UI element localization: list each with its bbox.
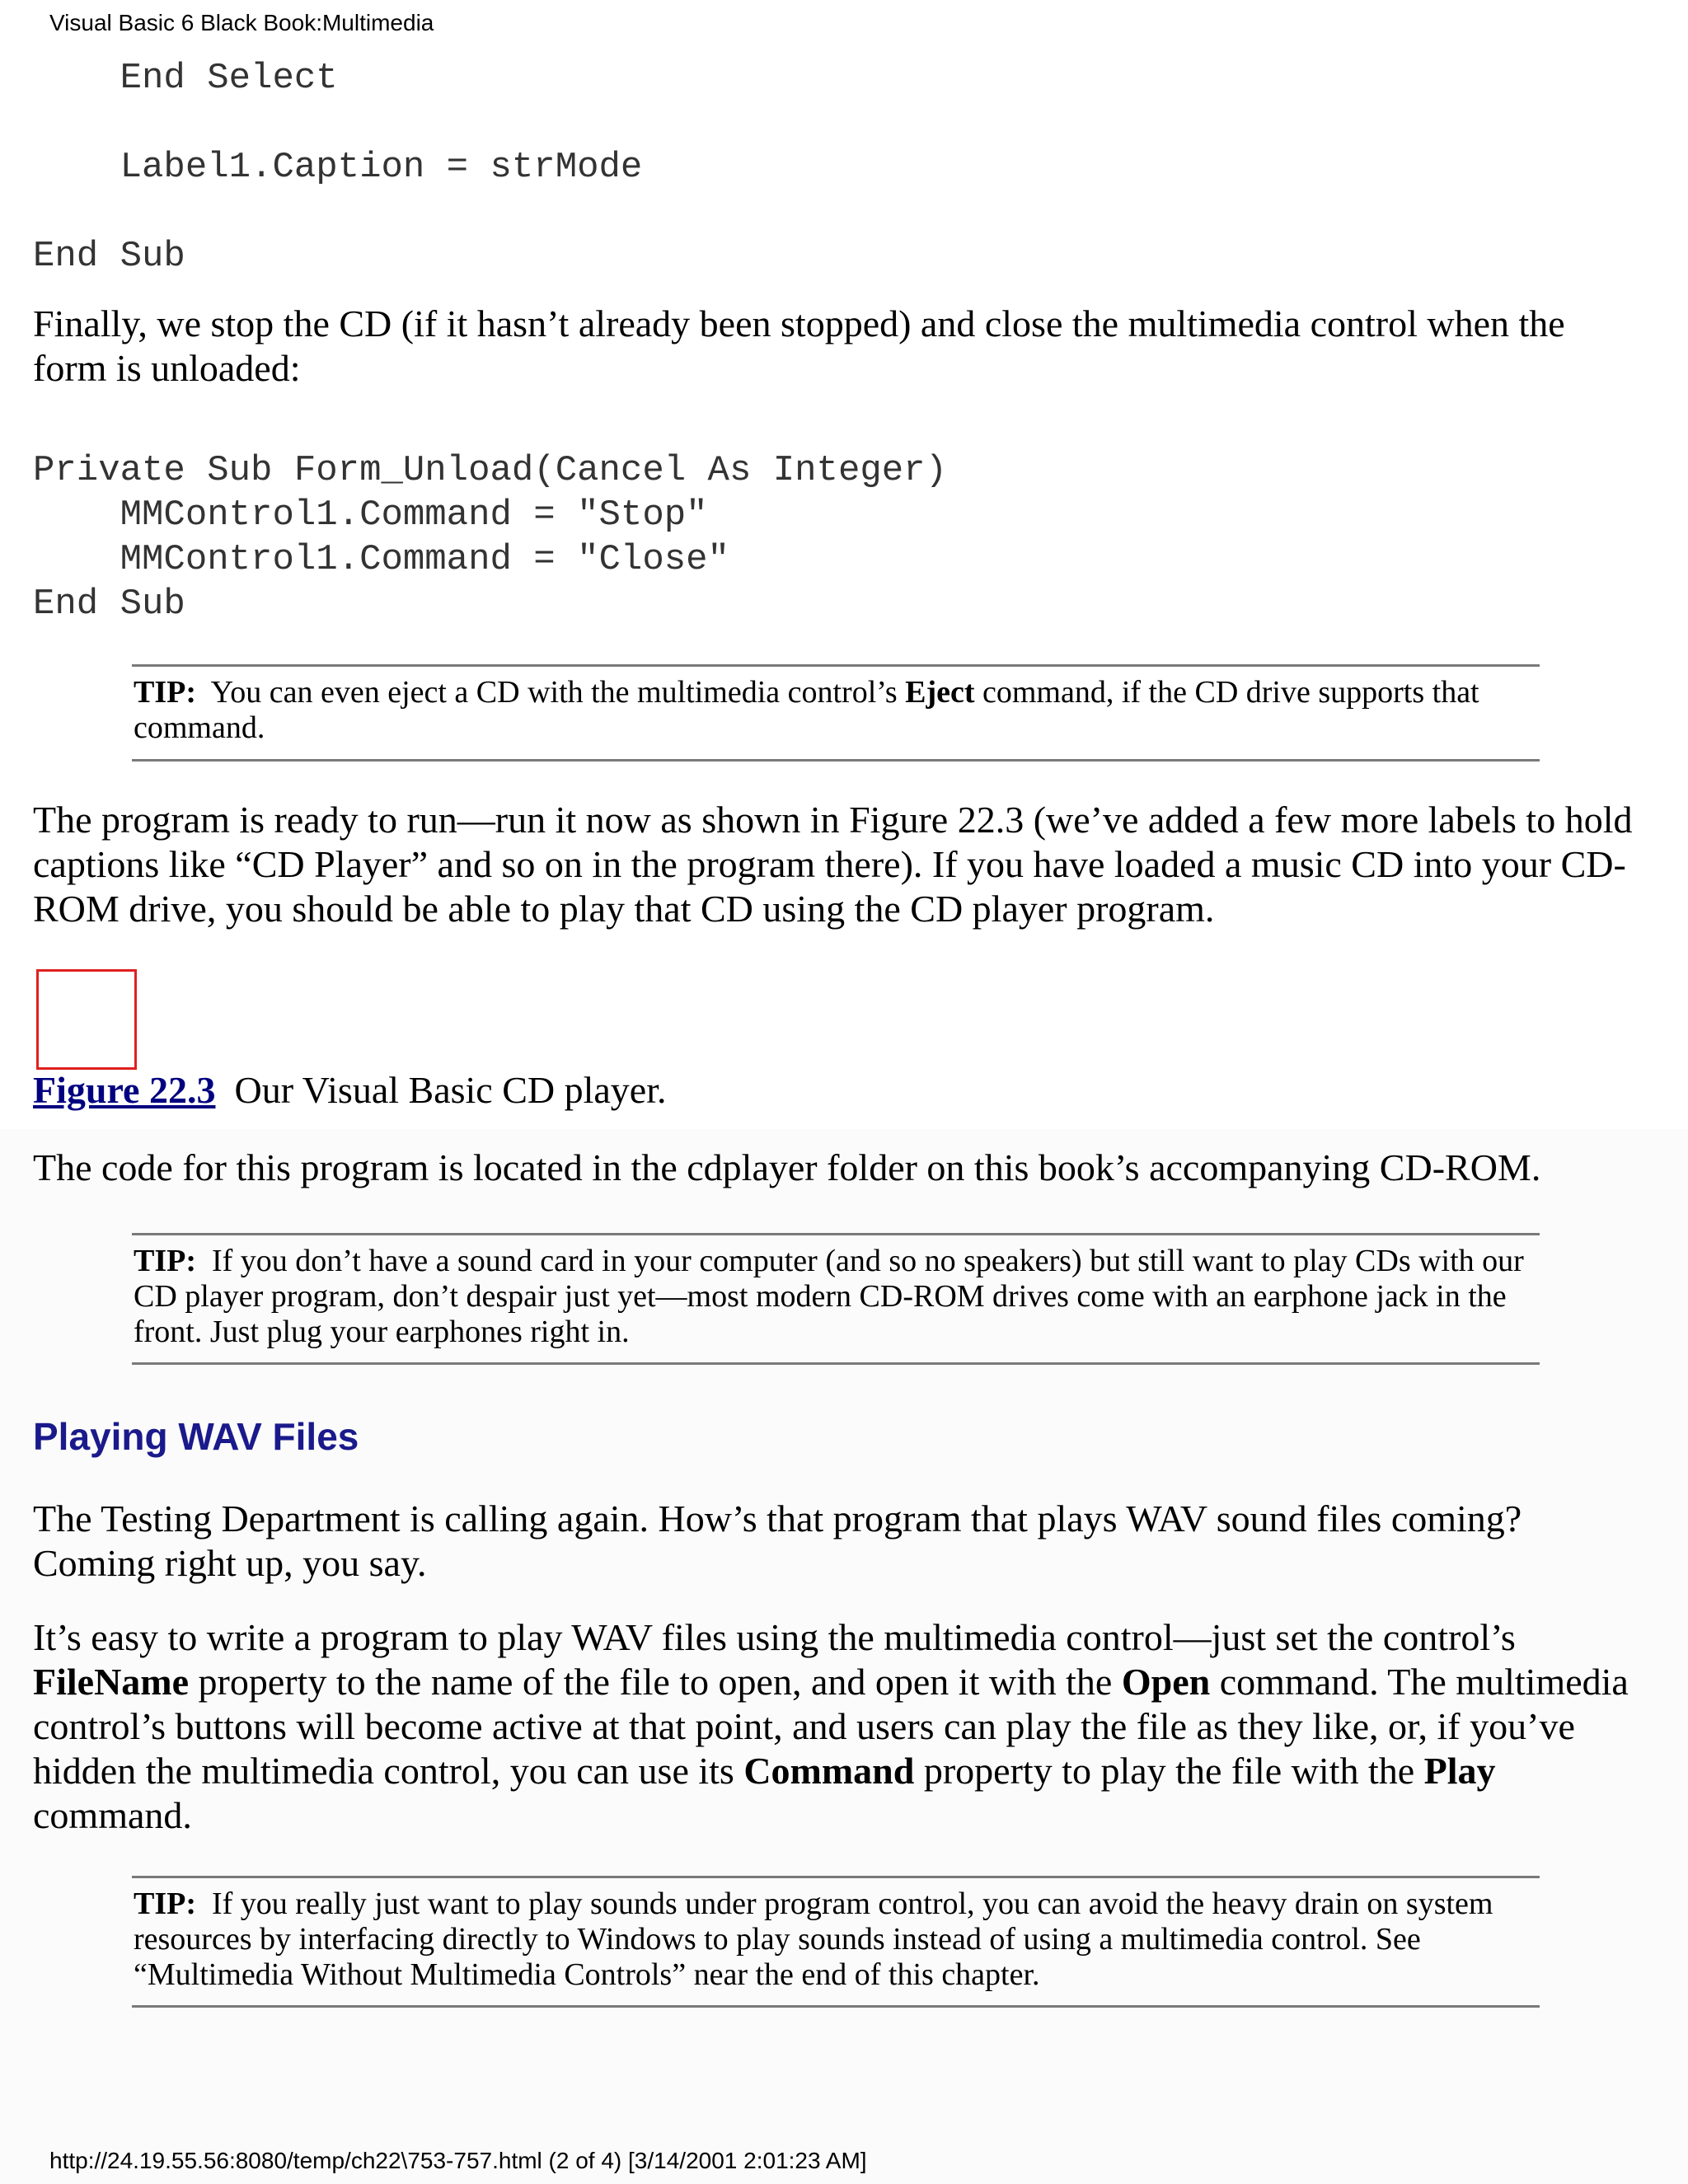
tip-label: TIP: [134,1244,196,1278]
paragraph-text: command. The multimedia control’s buttons will become active at that point, and users can play the file as they like, or, if you’ve hidden the multimedia control, you can use its [33,1661,1629,1792]
page-header: Visual Basic 6 Black Book:Multimedia [49,10,434,35]
tip-system-resources [132,1876,1540,2008]
paragraph-text: property to play the file with the [914,1750,1424,1792]
tip-sound-card [132,1233,1540,1365]
code-block-form-unload: Private Sub Form_Unload(Cancel As Integer) MMControl1.Command = "Stop" MMControl1.Command = "Close" End Sub [33,450,947,625]
bold-term-filename: FileName [33,1661,190,1703]
paragraph-stop-cd: Finally, we stop the CD (if it hasn’t already been stopped) and close the multimedia control when the form is unloaded: [33,302,1565,389]
section-heading: Playing WAV Files [33,1415,359,1458]
figure-link[interactable]: Figure 22.3 [33,1069,216,1111]
tip-text: command, if the CD drive supports that command. [134,675,1479,745]
paragraph-wav-instructions [33,1615,1640,1838]
tip-text: If you don’t have a sound card in your computer (and so no speakers) but still want to play CDs with our CD player program, don’t despair just yet—most modern CD-ROM drives come with an earphone jack in the front. Just plug your earphones right in. [134,1244,1524,1349]
bold-term-command: Command [743,1750,915,1792]
tip-text: If you really just want to play sounds under program control, you can avoid the heavy drain on system resources by interfacing directly to Windows to play sounds instead of using a multimedia control. See “Multimedia Without Multimedia Controls” near the end of this chapter. [134,1886,1493,1992]
figure-caption-text: Our Visual Basic CD player. [234,1069,667,1111]
tip-label: TIP: [134,675,196,710]
paragraph-text: command. [33,1794,192,1836]
figure-image-placeholder[interactable] [36,969,137,1070]
paragraph-code-location: The code for this program is located in the cdplayer folder on this book’s accompanying CD-ROM. [33,1146,1541,1188]
page-footer-url: http://24.19.55.56:8080/temp/ch22\753-757.html (2 of 4) [3/14/2001 2:01:23 AM] [49,2148,867,2173]
paragraph-text: property to the name of the file to open, and open it with the [189,1661,1122,1703]
tip-text: You can even eject a CD with the multimedia control’s [210,675,906,710]
figure-caption [33,1068,667,1113]
paragraph-text: It’s easy to write a program to play WAV files using the multimedia control—just set the control’s [33,1616,1516,1658]
bold-term-play: Play [1423,1750,1496,1792]
tip-eject [132,664,1540,762]
code-block-end-select: End Select Label1.Caption = strMode End Sub [33,58,643,277]
bold-term-open: Open [1121,1661,1211,1703]
paragraph-testing-department: The Testing Department is calling again. How’s that program that plays WAV sound files coming? Coming right up, you say. [33,1497,1522,1584]
tip-label: TIP: [134,1886,196,1921]
tip-bold-term: Eject [905,675,975,710]
paragraph-ready-to-run: The program is ready to run—run it now as shown in Figure 22.3 (we’ve added a few more labels to hold captions like “CD Player” and so on in the program there). If you have loaded a music CD into your CD-ROM drive, you should be able to play that CD using the CD player program. [33,799,1633,930]
